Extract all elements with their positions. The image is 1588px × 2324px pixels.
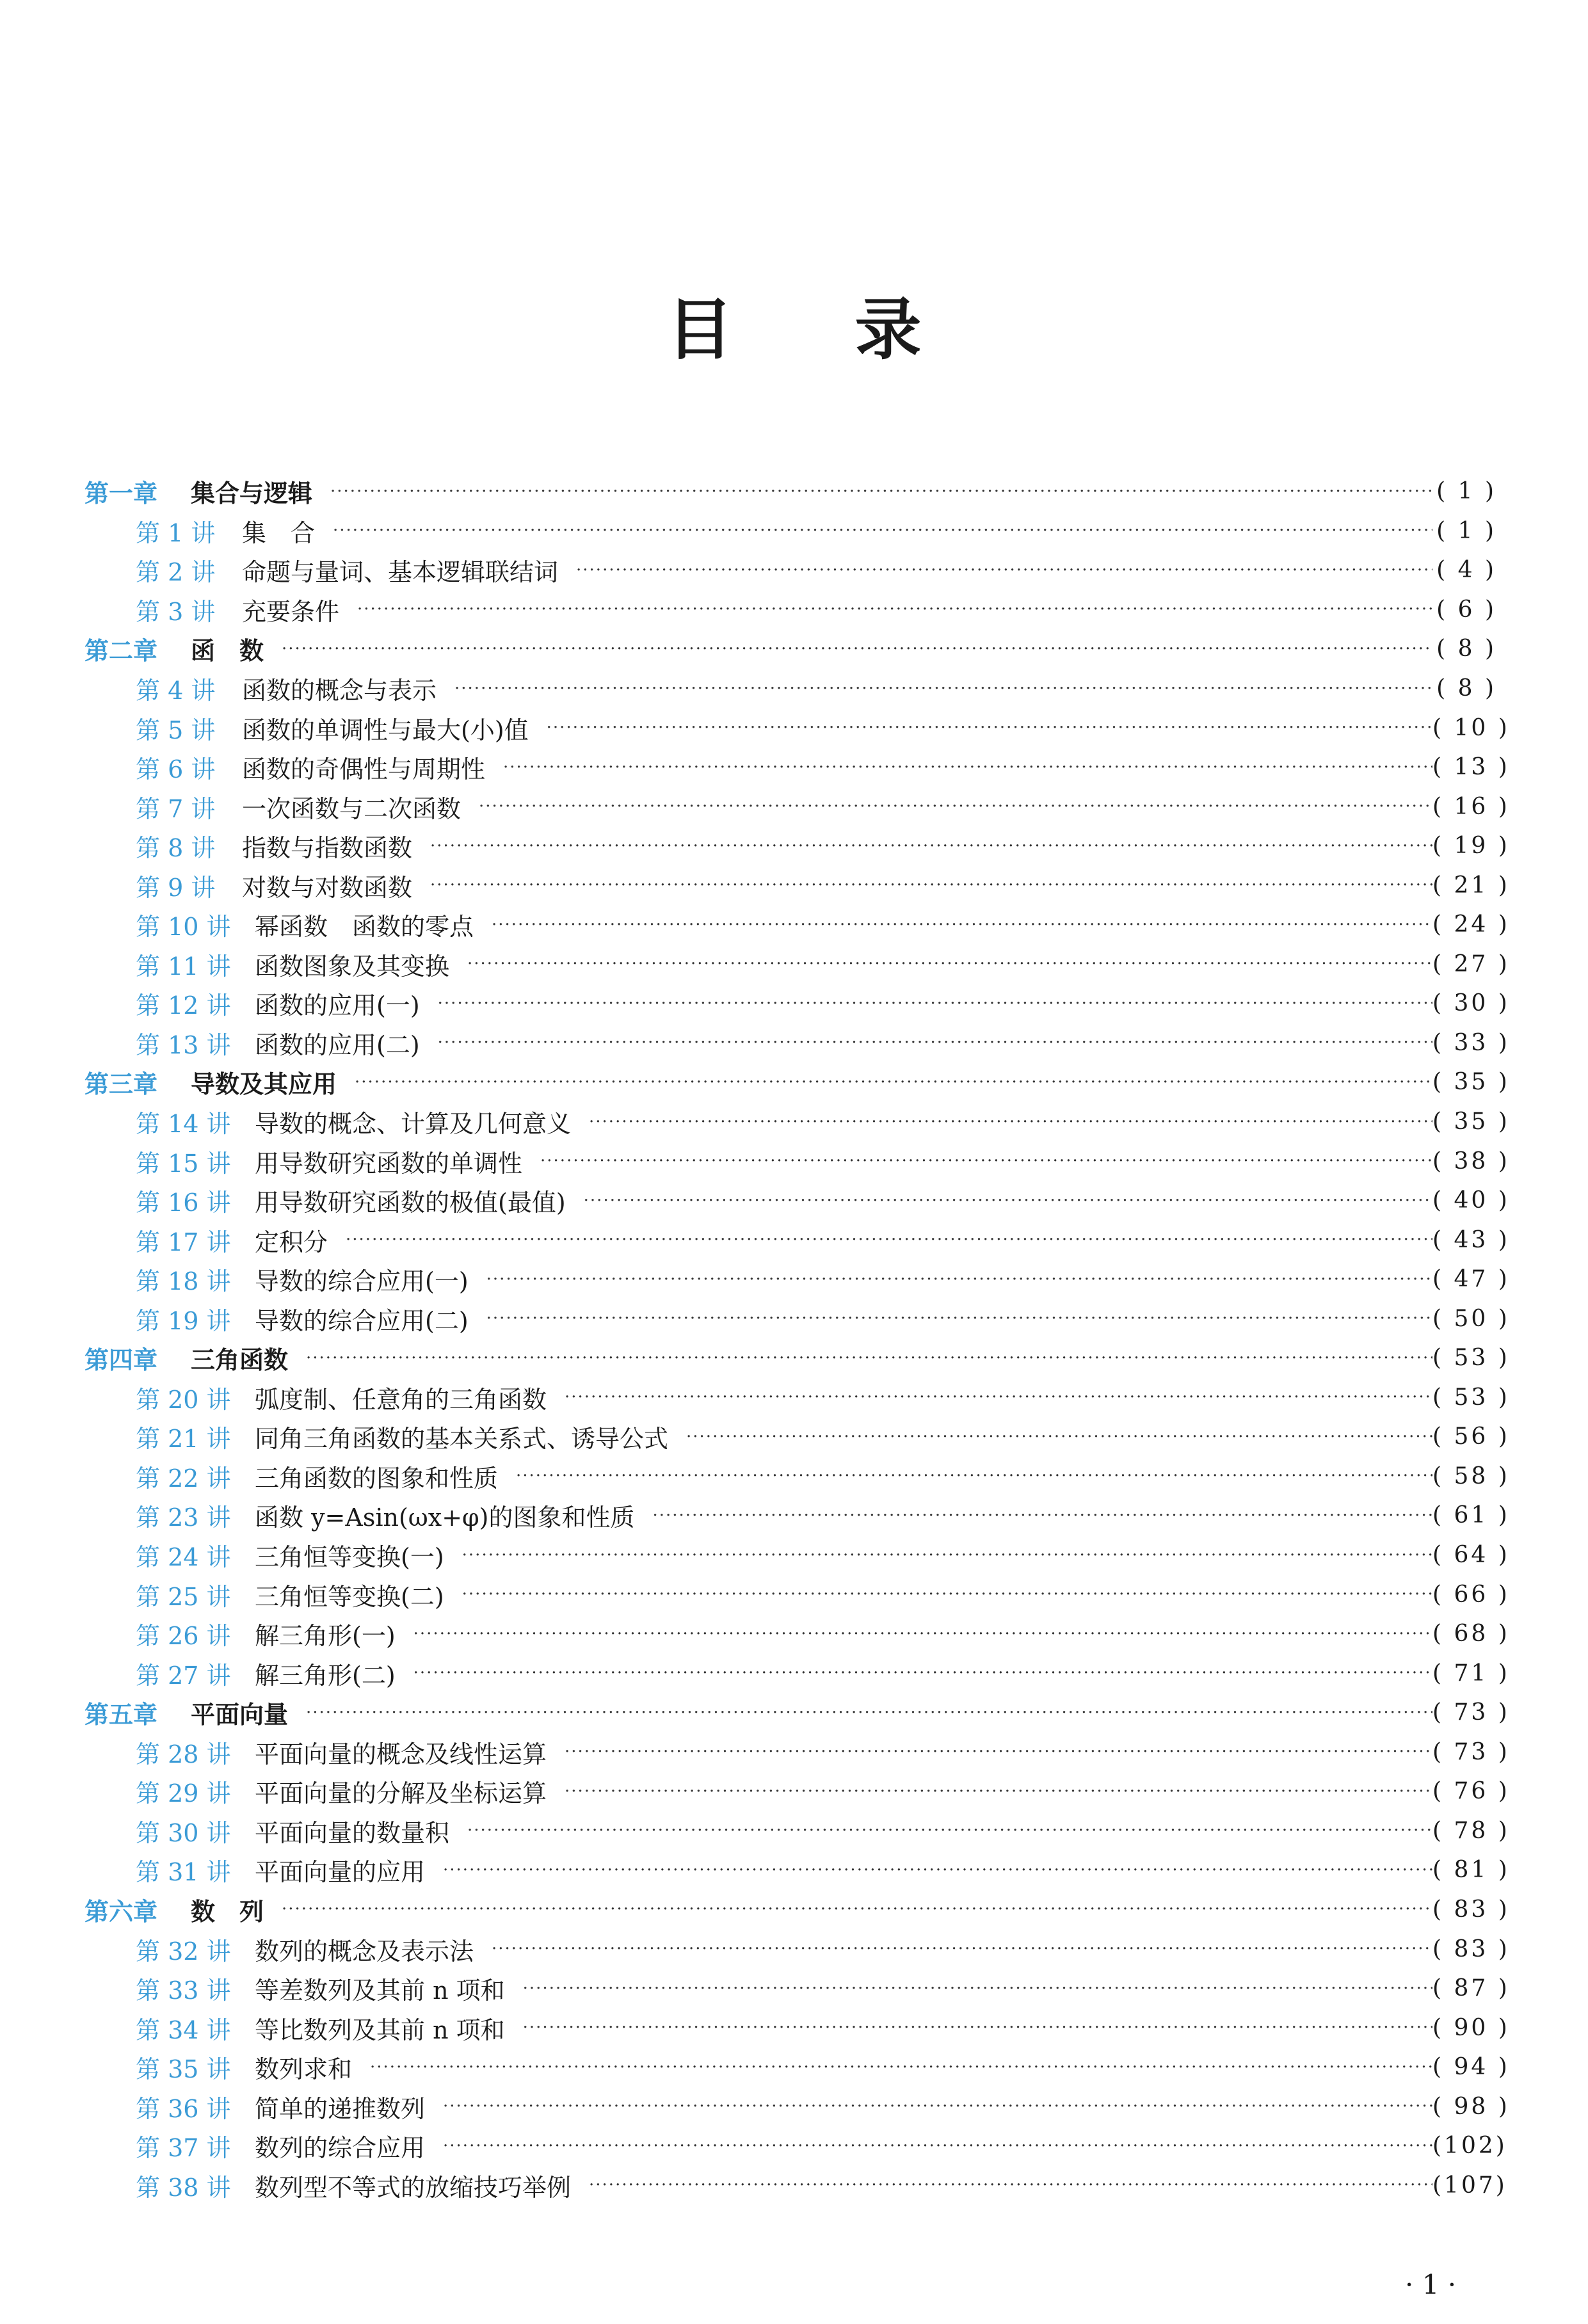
toc-lecture-row[interactable] [84, 1141, 1510, 1181]
lecture-number: 第 33 讲 [136, 1976, 231, 2005]
lecture-number: 第 26 讲 [136, 1622, 231, 1651]
page-reference: ( 8 ) [1436, 636, 1496, 662]
page-reference: ( 30 ) [1432, 990, 1510, 1017]
lecture-number: 第 37 讲 [136, 2134, 231, 2163]
toc-lecture-row[interactable] [84, 708, 1510, 748]
page-reference: ( 87 ) [1432, 1975, 1510, 2002]
page-reference: ( 6 ) [1436, 596, 1496, 623]
toc-chapter-row[interactable] [84, 1693, 1510, 1733]
page-number: · 1 · [1405, 2269, 1457, 2300]
toc-lecture-row[interactable] [84, 865, 1510, 905]
toc-lecture-row[interactable] [84, 2166, 1507, 2206]
dot-leader [584, 1191, 1432, 1210]
table-of-contents [84, 472, 1510, 2205]
lecture-number: 第 13 讲 [136, 1030, 231, 1059]
toc-lecture-row[interactable] [84, 669, 1496, 709]
toc-lecture-row[interactable] [84, 1653, 1510, 1693]
lecture-title: 平面向量的应用 [255, 1858, 426, 1887]
page-reference: ( 66 ) [1432, 1581, 1510, 1608]
chapter-number: 第一章 [84, 479, 158, 508]
toc-lecture-row[interactable] [84, 2048, 1510, 2087]
page-reference: (107) [1432, 2172, 1507, 2199]
lecture-number: 第 35 讲 [136, 2055, 231, 2084]
lecture-number: 第 18 讲 [136, 1267, 231, 1296]
toc-lecture-row[interactable] [84, 511, 1496, 551]
lecture-number: 第 19 讲 [136, 1306, 231, 1335]
dot-leader [355, 1073, 1432, 1092]
toc-lecture-row[interactable] [84, 1772, 1510, 1811]
toc-lecture-row[interactable] [84, 1850, 1510, 1890]
lecture-number: 第 36 讲 [136, 2094, 231, 2123]
lecture-title: 数列型不等式的放缩技巧举例 [255, 2173, 572, 2202]
toc-lecture-row[interactable] [84, 2008, 1510, 2048]
dot-leader [486, 1309, 1432, 1328]
title-char-1: 目 [666, 291, 734, 369]
page-reference: ( 50 ) [1432, 1305, 1510, 1332]
lecture-number: 第 2 讲 [136, 558, 216, 587]
page-reference: ( 98 ) [1432, 2093, 1510, 2120]
toc-lecture-row[interactable] [84, 1417, 1510, 1457]
toc-lecture-row[interactable] [84, 1102, 1510, 1142]
dot-leader [565, 1782, 1432, 1801]
dot-leader [686, 1427, 1432, 1446]
page-reference: ( 43 ) [1432, 1226, 1510, 1253]
lecture-title: 解三角形(一) [255, 1622, 396, 1651]
dot-leader [357, 600, 1432, 619]
lecture-title: 函数的应用(二) [255, 1030, 420, 1059]
dot-leader [540, 1151, 1432, 1171]
toc-lecture-row[interactable] [84, 1457, 1510, 1496]
toc-lecture-row[interactable] [84, 1929, 1510, 1969]
lecture-number: 第 5 讲 [136, 716, 216, 744]
toc-lecture-row[interactable] [84, 1535, 1510, 1575]
dot-leader [565, 1742, 1432, 1761]
page-reference: ( 16 ) [1432, 793, 1510, 820]
page-reference: ( 13 ) [1432, 754, 1510, 781]
lecture-number: 第 21 讲 [136, 1425, 231, 1454]
toc-lecture-row[interactable] [84, 787, 1510, 826]
dot-leader [486, 1270, 1432, 1289]
chapter-title: 函 数 [191, 637, 264, 666]
toc-lecture-row[interactable] [84, 748, 1510, 787]
lecture-title: 函数的应用(一) [255, 991, 420, 1020]
lecture-number: 第 34 讲 [136, 2015, 231, 2044]
page-reference: ( 58 ) [1432, 1463, 1510, 1489]
lecture-title: 等比数列及其前 n 项和 [255, 2015, 505, 2044]
lecture-number: 第 32 讲 [136, 1937, 231, 1966]
chapter-number: 第四章 [84, 1346, 158, 1375]
page-reference: ( 33 ) [1432, 1029, 1510, 1056]
dot-leader [430, 876, 1432, 895]
chapter-title: 三角函数 [191, 1346, 289, 1375]
page-reference: ( 4 ) [1436, 557, 1496, 584]
toc-lecture-row[interactable] [84, 1260, 1510, 1299]
lecture-number: 第 15 讲 [136, 1149, 231, 1178]
page-reference: ( 8 ) [1436, 675, 1496, 701]
chapter-number: 第六章 [84, 1897, 158, 1926]
page-reference: ( 38 ) [1432, 1148, 1510, 1174]
lecture-title: 用导数研究函数的单调性 [255, 1149, 523, 1178]
toc-chapter-row[interactable] [84, 629, 1496, 669]
dot-leader [454, 679, 1432, 698]
lecture-title: 数列的概念及表示法 [255, 1937, 474, 1966]
lecture-title: 集 合 [242, 518, 316, 547]
dot-leader [589, 2176, 1432, 2195]
lecture-title: 解三角形(二) [255, 1661, 396, 1690]
dot-leader [467, 954, 1432, 974]
lecture-number: 第 14 讲 [136, 1110, 231, 1139]
lecture-title: 三角函数的图象和性质 [255, 1464, 499, 1493]
toc-lecture-row[interactable] [84, 1969, 1510, 2008]
dot-leader [443, 1861, 1432, 1880]
page-reference: ( 68 ) [1432, 1621, 1510, 1647]
lecture-number: 第 31 讲 [136, 1858, 231, 1887]
page-reference: ( 56 ) [1432, 1423, 1510, 1450]
lecture-title: 导数的概念、计算及几何意义 [255, 1110, 572, 1139]
lecture-number: 第 7 讲 [136, 794, 216, 823]
page-reference: ( 83 ) [1432, 1896, 1510, 1923]
lecture-title: 三角恒等变换(一) [255, 1543, 444, 1572]
lecture-title: 数列的综合应用 [255, 2134, 426, 2163]
toc-lecture-row[interactable] [84, 1181, 1510, 1221]
toc-lecture-row[interactable] [84, 826, 1510, 866]
dot-leader [282, 1900, 1432, 1919]
toc-lecture-row[interactable] [84, 1220, 1510, 1260]
dot-leader [346, 1230, 1432, 1249]
lecture-title: 对数与对数函数 [242, 873, 413, 902]
lecture-number: 第 25 讲 [136, 1582, 231, 1611]
toc-lecture-row[interactable] [84, 945, 1510, 984]
lecture-number: 第 30 讲 [136, 1818, 231, 1847]
page-reference: ( 81 ) [1432, 1857, 1510, 1884]
lecture-title: 函数图象及其变换 [255, 952, 450, 981]
toc-lecture-row[interactable] [84, 1496, 1510, 1535]
toc-lecture-row[interactable] [84, 1023, 1510, 1063]
page-reference: ( 73 ) [1432, 1699, 1510, 1726]
lecture-title: 用导数研究函数的极值(最值) [255, 1189, 566, 1217]
chapter-title: 数 列 [191, 1897, 264, 1926]
lecture-title: 一次函数与二次函数 [242, 794, 461, 823]
lecture-title: 定积分 [255, 1228, 328, 1256]
page-reference: ( 35 ) [1432, 1069, 1510, 1096]
lecture-title: 平面向量的分解及坐标运算 [255, 1779, 547, 1808]
lecture-title: 同角三角函数的基本关系式、诱导公式 [255, 1425, 669, 1454]
lecture-title: 函数的单调性与最大(小)值 [242, 716, 529, 744]
toc-chapter-row[interactable] [84, 1890, 1510, 1930]
chapter-number: 第三章 [84, 1070, 158, 1099]
lecture-title: 函数的奇偶性与周期性 [242, 755, 486, 784]
dot-leader [492, 915, 1432, 934]
dot-leader [306, 1349, 1432, 1368]
page-reference: ( 1 ) [1436, 517, 1496, 544]
dot-leader [333, 521, 1432, 540]
page-reference: ( 19 ) [1432, 833, 1510, 860]
page-reference: ( 78 ) [1432, 1817, 1510, 1844]
toc-lecture-row[interactable] [84, 1299, 1510, 1338]
lecture-title: 弧度制、任意角的三角函数 [255, 1385, 547, 1414]
lecture-number: 第 38 讲 [136, 2173, 231, 2202]
dot-leader [413, 1624, 1432, 1644]
dot-leader [503, 758, 1432, 777]
dot-leader [462, 1585, 1432, 1604]
dot-leader [306, 1703, 1432, 1722]
page-reference: ( 24 ) [1432, 911, 1510, 938]
page-reference: ( 27 ) [1432, 950, 1510, 977]
dot-leader [565, 1388, 1432, 1407]
page-reference: ( 40 ) [1432, 1187, 1510, 1214]
page-reference: ( 83 ) [1432, 1935, 1510, 1962]
page-reference: ( 10 ) [1432, 714, 1510, 741]
lecture-title: 导数的综合应用(一) [255, 1267, 469, 1296]
dot-leader [523, 2018, 1432, 2037]
toc-lecture-row[interactable] [84, 590, 1496, 630]
dot-leader [443, 2097, 1432, 2116]
lecture-number: 第 16 讲 [136, 1189, 231, 1217]
dot-leader [652, 1506, 1432, 1525]
page-reference: ( 47 ) [1432, 1266, 1510, 1293]
dot-leader [576, 561, 1432, 580]
lecture-number: 第 29 讲 [136, 1779, 231, 1808]
chapter-title: 集合与逻辑 [191, 479, 313, 508]
dot-leader [516, 1466, 1432, 1486]
lecture-title: 平面向量的数量积 [255, 1818, 450, 1847]
lecture-title: 函数 y=Asin(ωx+φ)的图象和性质 [255, 1503, 635, 1532]
lecture-title: 简单的递推数列 [255, 2094, 426, 2123]
dot-leader [282, 639, 1432, 659]
lecture-title: 三角恒等变换(二) [255, 1582, 444, 1611]
lecture-number: 第 11 讲 [136, 952, 231, 981]
lecture-number: 第 12 讲 [136, 991, 231, 1020]
dot-leader [430, 837, 1432, 856]
page-reference: (102) [1432, 2133, 1507, 2160]
toc-chapter-row[interactable] [84, 472, 1496, 511]
lecture-number: 第 8 讲 [136, 834, 216, 863]
page-reference: ( 1 ) [1436, 478, 1496, 505]
page-reference: ( 53 ) [1432, 1384, 1510, 1411]
page-reference: ( 64 ) [1432, 1542, 1510, 1569]
lecture-number: 第 6 讲 [136, 755, 216, 784]
chapter-number: 第二章 [84, 637, 158, 666]
dot-leader [523, 1979, 1432, 1998]
page-reference: ( 21 ) [1432, 872, 1510, 899]
toc-lecture-row[interactable] [84, 984, 1510, 1023]
lecture-title: 函数的概念与表示 [242, 677, 437, 705]
dot-leader [370, 2058, 1432, 2077]
lecture-number: 第 17 讲 [136, 1228, 231, 1256]
page-reference: ( 76 ) [1432, 1778, 1510, 1805]
lecture-title: 幂函数 函数的零点 [255, 913, 474, 942]
dot-leader [462, 1546, 1432, 1565]
toc-lecture-row[interactable] [84, 2087, 1510, 2126]
lecture-number: 第 23 讲 [136, 1503, 231, 1532]
lecture-number: 第 24 讲 [136, 1543, 231, 1572]
toc-lecture-row[interactable] [84, 1733, 1510, 1772]
lecture-number: 第 1 讲 [136, 518, 216, 547]
dot-leader [467, 1821, 1432, 1840]
page-title [0, 291, 1588, 368]
lecture-number: 第 3 讲 [136, 597, 216, 626]
lecture-number: 第 10 讲 [136, 913, 231, 942]
lecture-number: 第 22 讲 [136, 1464, 231, 1493]
toc-lecture-row[interactable] [84, 1378, 1510, 1418]
chapter-title: 平面向量 [191, 1701, 289, 1729]
page-reference: ( 53 ) [1432, 1345, 1510, 1372]
dot-leader [438, 1033, 1432, 1052]
dot-leader [547, 718, 1432, 737]
dot-leader [330, 482, 1432, 501]
page-reference: ( 61 ) [1432, 1502, 1510, 1529]
page-reference: ( 90 ) [1432, 2014, 1510, 2041]
toc-lecture-row[interactable] [84, 1614, 1510, 1654]
toc-lecture-row[interactable] [84, 905, 1510, 945]
lecture-title: 等差数列及其前 n 项和 [255, 1976, 505, 2005]
chapter-number: 第五章 [84, 1701, 158, 1729]
lecture-title: 平面向量的概念及线性运算 [255, 1740, 547, 1768]
lecture-number: 第 9 讲 [136, 873, 216, 902]
page-reference: ( 71 ) [1432, 1660, 1510, 1687]
lecture-number: 第 4 讲 [136, 677, 216, 705]
toc-chapter-row[interactable] [84, 1062, 1510, 1102]
page-reference: ( 94 ) [1432, 2054, 1510, 2081]
lecture-title: 数列求和 [255, 2055, 353, 2084]
dot-leader [492, 1939, 1432, 1959]
lecture-title: 导数的综合应用(二) [255, 1306, 469, 1335]
lecture-title: 指数与指数函数 [242, 834, 413, 863]
toc-chapter-row[interactable] [84, 1338, 1510, 1378]
lecture-number: 第 20 讲 [136, 1385, 231, 1414]
lecture-title: 命题与量词、基本逻辑联结词 [242, 558, 559, 587]
dot-leader [443, 2136, 1432, 2156]
dot-leader [438, 994, 1432, 1013]
chapter-title: 导数及其应用 [191, 1070, 337, 1099]
page-reference: ( 73 ) [1432, 1738, 1510, 1765]
lecture-number: 第 28 讲 [136, 1740, 231, 1768]
toc-lecture-row[interactable] [84, 1575, 1510, 1614]
toc-lecture-row[interactable] [84, 550, 1496, 590]
lecture-number: 第 27 讲 [136, 1661, 231, 1690]
toc-lecture-row[interactable] [84, 2126, 1507, 2166]
toc-lecture-row[interactable] [84, 1811, 1510, 1851]
dot-leader [589, 1112, 1432, 1132]
lecture-title: 充要条件 [242, 597, 340, 626]
dot-leader [479, 797, 1432, 816]
title-char-2: 录 [854, 291, 922, 369]
dot-leader [413, 1663, 1432, 1683]
page-reference: ( 35 ) [1432, 1109, 1510, 1135]
